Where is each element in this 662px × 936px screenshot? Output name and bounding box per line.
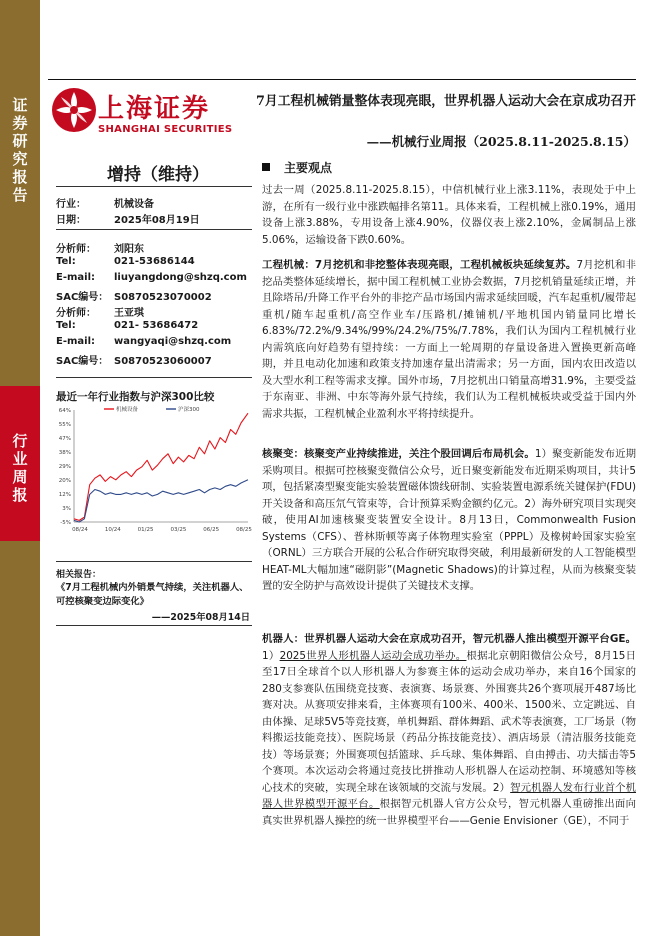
logo-text-en: SHANGHAI SECURITIES	[98, 124, 233, 135]
summary-paragraph-market: 过去一周（2025.8.11-2025.8.15），中信机械行业上涨3.11%，表现处于中上游，在所有一级行业中涨跌幅排名第11。具体来看，工程机械上涨0.19%，通用设备上涨3.88%，专用设备上涨4.90%，仪器仪表上涨2.10%，金属制品上涨5.06%，运输设备下跌0.60%。	[262, 184, 636, 246]
analyst-sac: S0870523060007	[114, 356, 212, 367]
index-comparison-chart	[52, 402, 252, 534]
meta-rule	[56, 229, 252, 230]
analyst-rule	[56, 377, 252, 378]
analyst-tel: 021- 53686472	[114, 320, 199, 331]
bullet-square-icon	[262, 163, 270, 171]
summary-paragraph-fusion: 核聚变：核聚变产业持续推进，关注个股回调后布局机会。1）聚变新能发布近期采购项目。根据可控核聚变微信公众号，近日聚变新能发布近期采购项目，共计5项，包括紧凑型聚变能实验装置磁体馈线研制、实验装置电源系统关键保护(FDU)开关设备和高压氘气管束等，合计预算采购金额约亿元。2）海外研究项目实现突破，使用AI加速核聚变装置安全设计。8月13日，Commonwealth Fusion Systems（CFS）、普林斯顿等离子体物理实验室（PPPL）及橡树岭国家实验室（ORNL）三方联合开展的公私合作研究取得突破，利用最新研发的人工智能模型HEAT-ML大幅加速“磁阴影”(Magnetic Shadows)的计算过程，从而为核聚变装置的安全防护与高效设计提供了关键技术支撑。	[262, 448, 636, 592]
analyst-sac-row: SAC编号： S0870523070002	[56, 292, 212, 303]
y-tick-label: 55%	[58, 422, 71, 428]
x-tick-label: 08/24	[72, 527, 88, 533]
series-line	[74, 480, 248, 522]
logo-emblem	[50, 86, 98, 134]
analyst-name-row: 分析师： 刘阳东	[56, 244, 144, 255]
paragraph-heading: 工程机械：7月挖机和非挖整体表现亮眼，工程机械板块延续复苏。	[262, 259, 577, 271]
x-tick-label: 01/25	[137, 527, 154, 533]
report-title: 7月工程机械销量整体表现亮眼，世界机器人运动大会在京成功召开	[256, 94, 637, 109]
x-tick-label: 06/25	[203, 527, 220, 533]
paragraph-heading: 核聚变：核聚变产业持续推进，关注个股回调后布局机会。	[262, 448, 535, 460]
x-tick-label: 03/25	[170, 527, 187, 533]
date-value: 2025年08月19日	[114, 215, 200, 226]
series-line	[74, 413, 248, 520]
analyst-email[interactable]: wangyaqi@shzq.com	[114, 336, 232, 347]
rating-rule	[56, 186, 252, 187]
paragraph-heading: 机器人：世界机器人运动大会在京成功召开，智元机器人推出模型开源平台GE。	[262, 633, 636, 645]
rating: 增持（维持）	[107, 165, 209, 185]
sidebar-top-label: 证 券 研 究 报 告	[12, 96, 28, 204]
logo-text-cn: 上海证券	[98, 94, 211, 124]
analyst-sac: S0870523070002	[114, 292, 212, 303]
analyst-email[interactable]: liuyangdong@shzq.com	[114, 272, 247, 283]
related-report-item[interactable]: 《7月工程机械内外销景气持续，关注机器人、可控核聚变边际变化》	[56, 582, 249, 607]
legend-label: 机械设备	[116, 407, 139, 413]
analyst-email-row: E-mail: wangyaqi@shzq.com	[56, 336, 232, 347]
analyst-tel-row: Tel: 021- 53686472	[56, 320, 199, 331]
y-tick-label: 20%	[58, 478, 71, 484]
industry-value: 机械设备	[114, 199, 154, 210]
related-reports-title: 相关报告：	[56, 570, 102, 580]
y-tick-label: 38%	[58, 450, 71, 456]
y-tick-label: 29%	[58, 464, 71, 470]
related-rule	[56, 625, 252, 626]
y-tick-label: -5%	[60, 520, 71, 526]
analyst-name-row: 分析师： 王亚琪	[56, 308, 144, 319]
analyst-tel: 021-53686144	[114, 256, 195, 267]
analyst-name: 刘阳东	[114, 244, 144, 255]
y-tick-label: 12%	[58, 492, 71, 498]
industry-label: 行业：	[56, 199, 86, 210]
chart-title: 最近一年行业指数与沪深300比较	[56, 391, 215, 403]
summary-paragraph-robot: 机器人：世界机器人运动大会在京成功召开，智元机器人推出模型开源平台GE。1）2025世界人形机器人运动会成功举办。根据北京朝阳微信公众号，8月15日至17日全球首个以人形机器人为参赛主体的运动会成功举办，来自16个国家的280支参赛队伍围绕竞技赛、表演赛、场景赛、外围赛共26个赛项展开487场比赛对决。从赛项安排来看，主体赛项有100米、400米、1500米、立定跳远、自由体操、足球5V5等竞技赛，单机舞蹈、群体舞蹈、武术等表演赛，工厂场景（物料搬运技能竞技）、医院场景（药品分拣技能竞技）、酒店场景（清洁服务技能竞技）等场景赛；外围赛项包括篮球、乒乓球、集体舞蹈、自由搏击、功夫擂击等5个赛项。本次运动会将通过竞技比拼推动人形机器人在运动控制、环境感知等核心技术的突破，实现全球在该领域的交流与发展。2）智元机器人发布行业首个机器人世界模型开源平台。根据智元机器人官方公众号，智元机器人重磅推出面向真实世界机器人操控的统一世界模型平台——Genie Envisioner（GE），不同于	[262, 633, 637, 827]
industry-row	[56, 195, 154, 210]
header-rule	[48, 79, 636, 80]
y-tick-label: 3%	[62, 506, 71, 512]
analyst-name: 王亚琪	[114, 308, 144, 319]
x-tick-label: 08/25	[236, 527, 252, 533]
y-tick-label: 47%	[58, 436, 71, 442]
summary-heading: 主要观点	[262, 159, 332, 176]
x-tick-label: 10/24	[104, 527, 121, 533]
analyst-sac-row: SAC编号： S0870523060007	[56, 356, 212, 367]
related-report-date: ——2025年08月14日	[151, 612, 250, 623]
summary-paragraph-construction: 工程机械：7月挖机和非挖整体表现亮眼，工程机械板块延续复苏。7月挖机和非挖品类整体延续增长，据中国工程机械工业协会数据，7月挖机销量延续正增，并且除塔吊/升降工作平台外的非挖产品市场国内需求延续回暖，汽车起重机/履带起重机/随车起重机/高空作业车/压路机/摊铺机/平地机国内销量同比增长6.83%/72.2%/9.34%/99%/24.2%/75%/7.78%，我们认为国内工程机械行业内需筑底向好趋势有望持续：一方面上一轮周期的存量设备进入置换更新高峰期，并且电动化加速和政策支持加速存量出清需求；另一方面，国内农田改造以及大型水利工程等需求支撑。国外市场，7月挖机出口销量高增31.9%，主要受益于东南亚、非洲、中东等海外景气持续，我们认为工程机械板块或受益于国内外需求共振，工程机械企业盈利水平将持续提升。	[262, 259, 636, 420]
chart-rule	[56, 561, 252, 562]
date-row	[56, 211, 200, 226]
date-label: 日期：	[56, 215, 86, 226]
sidebar-section-label: 行 业 周 报	[12, 432, 28, 504]
legend-label: 沪深300	[178, 407, 200, 413]
report-subtitle: ——机械行业周报（2025.8.11-2025.8.15）	[366, 134, 636, 149]
analyst-email-row: E-mail: liuyangdong@shzq.com	[56, 272, 247, 283]
y-tick-label: 64%	[58, 408, 71, 414]
analyst-tel-row: Tel: 021-53686144	[56, 256, 195, 267]
